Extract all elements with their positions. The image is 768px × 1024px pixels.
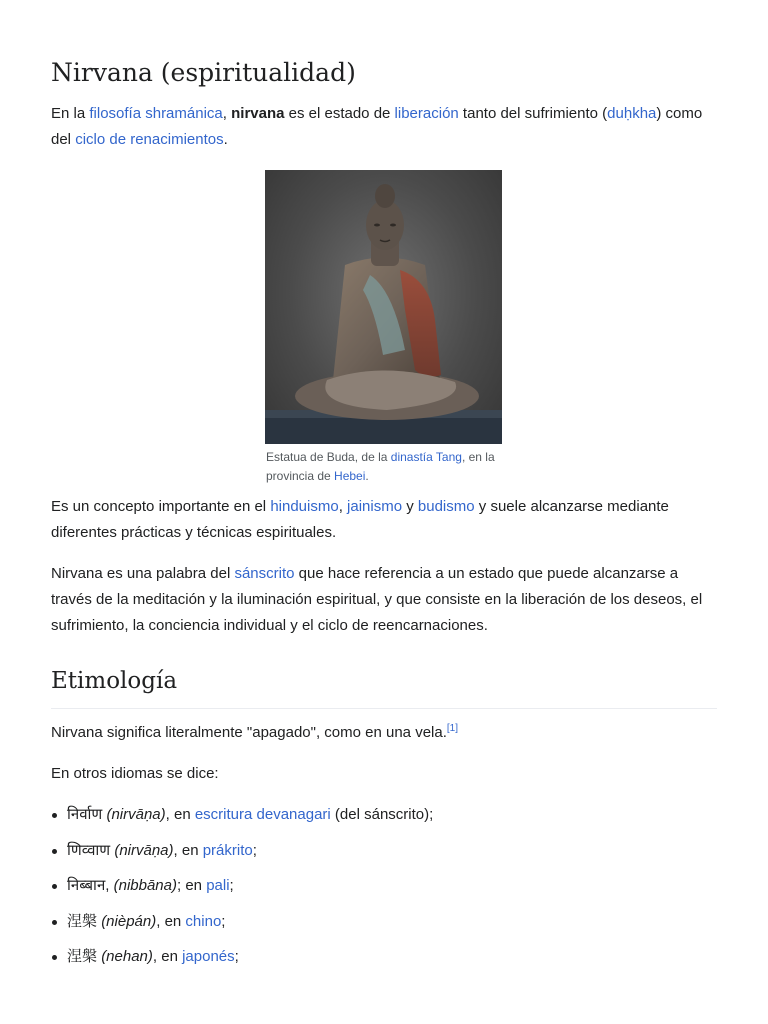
- link-dinastia-tang[interactable]: dinastía Tang: [390, 450, 462, 464]
- para-text: Nirvana es una palabra del: [51, 565, 235, 582]
- caption-text: .: [365, 469, 369, 483]
- native-script: णिव्वाण: [67, 841, 111, 859]
- caption-text: Estatua de Buda, de la: [266, 450, 391, 464]
- link-hinduismo[interactable]: hinduismo: [270, 498, 339, 515]
- languages-list: [51, 802, 721, 980]
- link-ciclo-renacimientos[interactable]: ciclo de renacimientos: [75, 131, 224, 148]
- native-script: 涅槃: [67, 948, 98, 965]
- para-text: ,: [338, 498, 348, 515]
- list-text: (del sánscrito);: [330, 806, 434, 823]
- bold-term: nirvana: [231, 105, 285, 122]
- list-text: ;: [229, 877, 234, 894]
- figure: [265, 170, 502, 444]
- romanization: (nirvāṇa): [114, 841, 174, 859]
- list-item: [51, 873, 721, 909]
- romanization: (nièpán): [101, 912, 157, 930]
- link-escritura-devanagari[interactable]: escritura devanagari: [194, 806, 331, 823]
- list-item: [51, 838, 721, 874]
- intro-text: .: [223, 131, 228, 148]
- list-text: ;: [221, 912, 226, 930]
- para-text: Nirvana significa literalmente "apagado", como en una vela.: [51, 724, 447, 741]
- romanization: (nibbāna): [113, 877, 177, 894]
- link-prakrito[interactable]: prákrito: [202, 841, 253, 859]
- native-script: 涅槃: [67, 912, 98, 930]
- intro-text: ,: [222, 105, 232, 122]
- link-hebei[interactable]: Hebei: [334, 469, 366, 483]
- languages-intro: En otros idiomas se dice:: [51, 765, 219, 782]
- list-text: , en: [165, 806, 195, 823]
- page-title: Nirvana (espiritualidad): [51, 58, 356, 87]
- buddha-statue-image[interactable]: [265, 170, 502, 444]
- intro-text: tanto del sufrimiento (: [458, 105, 608, 122]
- list-text: , en: [152, 948, 183, 965]
- etymology-paragraph: [51, 720, 721, 746]
- native-script: निर्वाण: [67, 806, 103, 823]
- list-text: ; en: [177, 877, 207, 894]
- native-script: निब्बान,: [67, 877, 110, 894]
- list-text: , en: [173, 841, 203, 859]
- definition-paragraph: [51, 561, 721, 639]
- caption-text: , en la provincia de: [266, 450, 495, 483]
- link-duhkha[interactable]: duḥkha: [607, 105, 657, 122]
- link-filosofia-shramanica[interactable]: filosofía shramánica: [89, 105, 223, 122]
- link-pali[interactable]: pali: [206, 877, 230, 894]
- list-text: ;: [234, 948, 239, 965]
- para-text: y: [402, 498, 418, 515]
- romanization: (nehan): [101, 948, 153, 965]
- link-budismo[interactable]: budismo: [417, 498, 475, 515]
- list-text: ;: [252, 841, 257, 859]
- intro-text: En la: [51, 105, 90, 122]
- intro-text: ) como del: [51, 105, 703, 148]
- romanization: (nirvāṇa): [106, 806, 166, 823]
- intro-paragraph: [51, 101, 721, 153]
- section-heading-etimologia: Etimología: [51, 664, 717, 709]
- list-item: [51, 802, 721, 838]
- para-text: que hace referencia a un estado que puede alcanzarse a través de la meditación y la iluminación espiritual, y que consiste en la liberación de los deseos, el sufrimiento, la conciencia individual y el ciclo de reencarnaciones.: [51, 565, 703, 634]
- intro-text: es el estado de: [284, 105, 395, 122]
- link-liberacion[interactable]: liberación: [394, 105, 459, 122]
- link-japones[interactable]: japonés: [182, 948, 235, 965]
- link-chino[interactable]: chino: [185, 912, 222, 930]
- figure-caption: [266, 448, 506, 486]
- para-text: y suele alcanzarse mediante diferentes prácticas y técnicas espirituales.: [51, 498, 669, 541]
- list-item: [51, 944, 721, 980]
- para-text: Es un concepto importante en el: [51, 498, 271, 515]
- link-sanscrito[interactable]: sánscrito: [234, 565, 295, 582]
- concept-paragraph: [51, 494, 721, 546]
- reference-link[interactable]: [1]: [446, 723, 458, 734]
- list-item: [51, 909, 721, 945]
- list-text: , en: [156, 912, 186, 930]
- link-jainismo[interactable]: jainismo: [347, 498, 403, 515]
